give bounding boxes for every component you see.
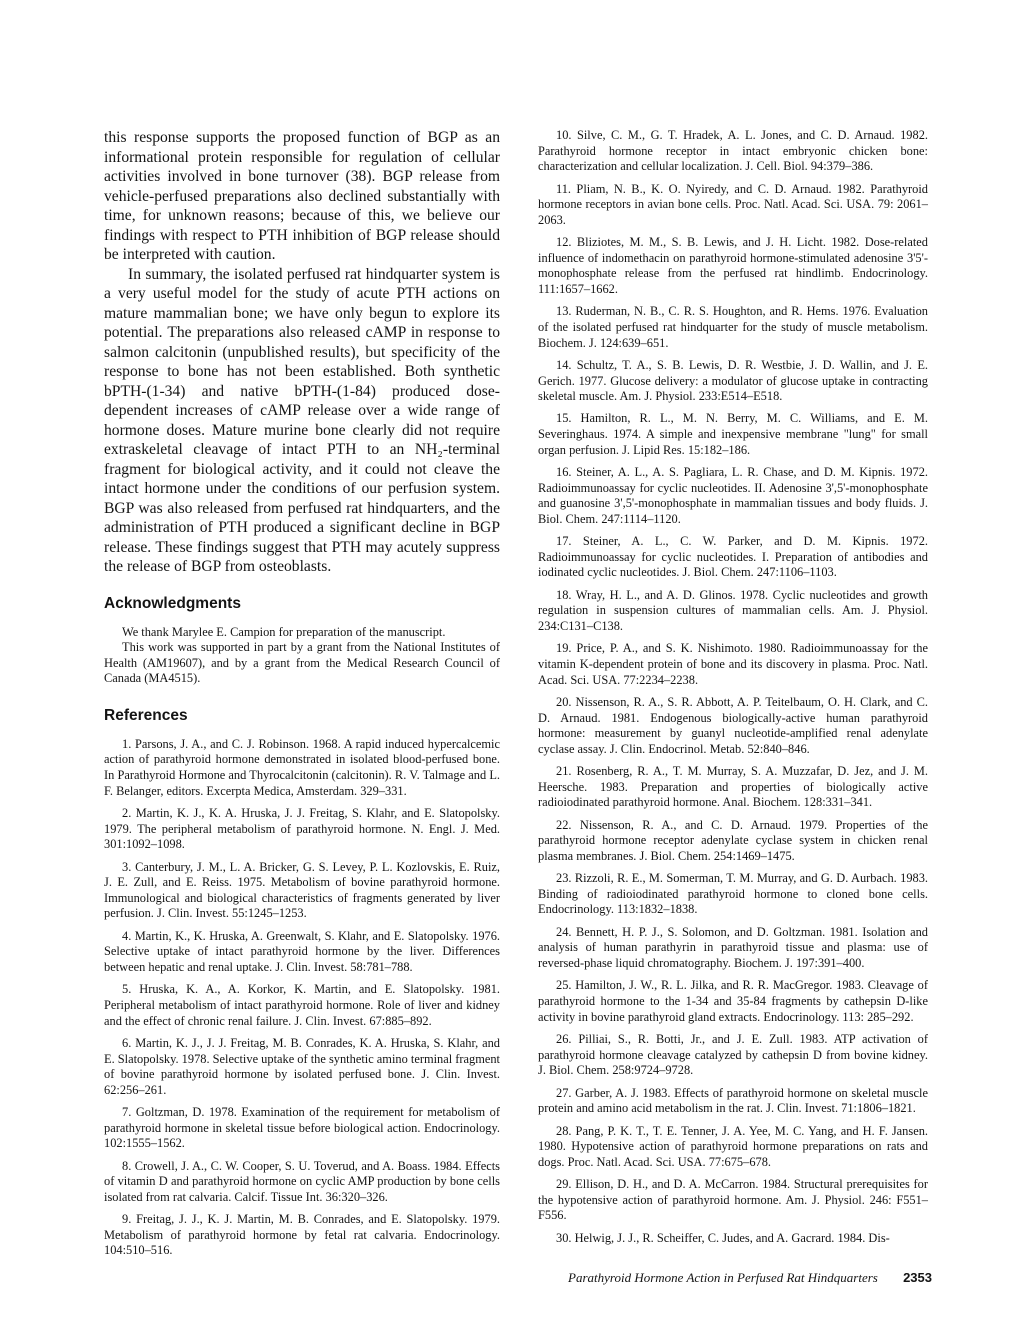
reference-item: 26. Pilliai, S., R. Botti, Jr., and J. E. Zull. 1983. ATP activation of parathyroid hormone cleavage catalyzed by cathepsin D from bovine kidney. J. Biol. Chem. 258:9724–9728. bbox=[538, 1032, 928, 1078]
reference-item: 28. Pang, P. K. T., T. E. Tenner, J. A. Yee, M. C. Yang, and H. F. Jansen. 1980. Hypotensive action of parathyroid hormone preparations on rats and dogs. Proc. Natl. Acad. Sci. USA. 77:675–678. bbox=[538, 1123, 928, 1169]
right-column bbox=[538, 128, 928, 1253]
reference-item: 25. Hamilton, J. W., R. L. Jilka, and R. R. MacGregor. 1983. Cleavage of parathyroid hormone to the 1-34 and 35-84 fragments by cathepsin D-like activity in bovine parathyroid gland extracts. Endocrinology. 113: 285–292. bbox=[538, 978, 928, 1024]
reference-item: 3. Canterbury, J. M., L. A. Bricker, G. S. Levey, P. L. Kozlovskis, E. Ruiz, J. E. Zull, and E. Reiss. 1975. Metabolism of bovine parathyroid hormone. Immunological and biological characteristics of fragments generated by liver perfusion. J. Clin. Invest. 55:1245–1253. bbox=[104, 859, 500, 921]
reference-item: 24. Bennett, H. P. J., S. Solomon, and D. Goltzman. 1981. Isolation and analysis of human parathyrin in parathyroid tissue and plasma: use of reversed-phase liquid chromatography. Biochem. J. 197:391–400. bbox=[538, 924, 928, 971]
reference-item: 20. Nissenson, R. A., S. R. Abbott, A. P. Teitelbaum, O. H. Clark, and C. D. Arnaud. 1981. Endogenous biologically-active human parathyroid hormone: measurement by guanyl nucleotide-amplified renal adenylate cyclase assay. J. Clin. Endocrinol. Metab. 52:840–846. bbox=[538, 694, 928, 756]
reference-item: 2. Martin, K. J., K. A. Hruska, J. J. Freitag, S. Klahr, and E. Slatopolsky. 1979. The peripheral metabolism of parathyroid hormone. N. Engl. J. Med. 301:1092–1098. bbox=[104, 806, 500, 852]
reference-item: 23. Rizzoli, R. E., M. Somerman, T. M. Murray, and G. D. Aurbach. 1983. Binding of radioiodinated parathyroid hormone to cloned bone cells. Endocrinology. 113:1832–1838. bbox=[538, 871, 928, 917]
reference-item: 8. Crowell, J. A., C. W. Cooper, S. U. Toverud, and A. Boass. 1984. Effects of vitamin D and parathyroid hormone on cyclic AMP production by bone cells isolated from rat calvaria. Calcif. Tissue Int. 36:320–326. bbox=[104, 1158, 500, 1204]
reference-item: 27. Garber, A. J. 1983. Effects of parathyroid hormone on skeletal muscle protein and amino acid metabolism in the rat. J. Clin. Invest. 71:1806–1821. bbox=[538, 1085, 928, 1116]
funding-text: This work was supported in part by a grant from the National Institutes of Health (AM19607), and by a grant from the Medical Research Council of Canada (MA4515). bbox=[104, 640, 500, 686]
reference-item: 10. Silve, C. M., G. T. Hradek, A. L. Jones, and C. D. Arnaud. 1982. Parathyroid hormone receptor in intact embryonic chicken bone: characterization and cellular localization. J. Cell. Biol. 94:379–386. bbox=[538, 128, 928, 174]
page-number: 2353 bbox=[903, 1270, 932, 1285]
reference-item: 11. Pliam, N. B., K. O. Nyiredy, and C. D. Arnaud. 1982. Parathyroid hormone receptors in avian bone cells. Proc. Natl. Acad. Sci. USA. 79: 2061–2063. bbox=[538, 181, 928, 227]
running-title: Parathyroid Hormone Action in Perfused Rat Hindquarters bbox=[568, 1270, 878, 1285]
summary-paragraph: In summary, the isolated perfused rat hindquarter system is a very useful model for the study of acute PTH actions on mature mammalian bone; we have only begun to explore its potential. The preparations also released cAMP in response to salmon calcitonin (unpublished results), but specificity of the response to bone has not been established. Both synthetic bPTH-(1-34) and native bPTH-(1-84) produced dose-dependent increases of cAMP release over a wide range of hormone doses. Mature murine bone clearly did not require extraskeletal cleavage of intact PTH to an NH₂-terminal fragment for biological activity, and it could not cleave the intact hormone under the conditions of our perfusion system. BGP was also released from perfused rat hindquarters, and the administration of PTH produced a significant decline in BGP release. These findings suggest that PTH may acutely suppress the release of BGP from osteoblasts. bbox=[104, 265, 500, 575]
reference-item: 14. Schultz, T. A., S. B. Lewis, D. R. Westbie, J. D. Wallin, and J. E. Gerich. 1977. Glucose delivery: a modulator of glucose uptake in contracting skeletal muscle. Am. J. Physiol. 233:E514–E518. bbox=[538, 357, 928, 404]
references-list-right bbox=[538, 128, 928, 1246]
reference-item: 16. Steiner, A. L., A. S. Pagliara, L. R. Chase, and D. M. Kipnis. 1972. Radioimmunoassay for cyclic nucleotides. II. Adenosine 3',5'-monophosphate and guanosine 3',5'-monophosphate in mammalian tissues and body fluids. J. Biol. Chem. 247:1114–1120. bbox=[538, 465, 928, 526]
acknowledgments-heading: Acknowledgments bbox=[104, 594, 241, 612]
reference-item: 21. Rosenberg, R. A., T. M. Murray, S. A. Muzzafar, D. Jez, and J. M. Heersche. 1983. Preparation and properties of biologically active radioiodinated parathyroid hormone. Anal. Biochem. 128:331–341. bbox=[538, 764, 928, 810]
reference-item: 22. Nissenson, R. A., and C. D. Arnaud. 1979. Properties of the parathyroid hormone receptor adenylate cyclase system in chicken renal plasma membranes. J. Biol. Chem. 254:1469–1475. bbox=[538, 817, 928, 863]
reference-item: 13. Ruderman, N. B., C. R. S. Houghton, and R. Hems. 1976. Evaluation of the isolated perfused rat hindquarter for the study of muscle metabolism. Biochem. J. 124:639–651. bbox=[538, 304, 928, 350]
reference-item: 12. Bliziotes, M. M., S. B. Lewis, and J. H. Licht. 1982. Dose-related influence of indomethacin on parathyroid hormone-stimulated adenosine 3'5'-monophosphate release from the perfused rat hindlimb. Endocrinology. 111:1657–1662. bbox=[538, 235, 928, 296]
acknowledgment-text: We thank Marylee E. Campion for preparation of the manuscript. bbox=[122, 624, 446, 639]
reference-item: 17. Steiner, A. L., C. W. Parker, and D. M. Kipnis. 1972. Radioimmunoassay for cyclic nucleotides. I. Preparation of antibodies and iodinated cyclic nucleotides. J. Biol. Chem. 247:1106–1103. bbox=[538, 534, 928, 580]
page-footer bbox=[568, 1270, 932, 1286]
reference-item: 4. Martin, K., K. Hruska, A. Greenwalt, S. Klahr, and E. Slatopolsky. 1976. Selective uptake of intact parathyroid hormone by the liver. Differences between hepatic and renal uptake. J. Clin. Invest. 58:781–788. bbox=[104, 928, 500, 974]
reference-item: 5. Hruska, K. A., A. Korkor, K. Martin, and E. Slatopolsky. 1981. Peripheral metabolism of intact parathyroid hormone. Role of liver and kidney and the effect of chronic renal failure. J. Clin. Invest. 67:885–892. bbox=[104, 982, 500, 1028]
reference-item: 6. Martin, K. J., J. J. Freitag, M. B. Conrades, K. A. Hruska, S. Klahr, and E. Slatopolsky. 1978. Selective uptake of the synthetic amino terminal fragment of bovine parathyroid hormone by isolated perfused bone. J. Clin. Invest. 62:256–261. bbox=[104, 1035, 500, 1097]
reference-item: 1. Parsons, J. A., and C. J. Robinson. 1968. A rapid induced hypercalcemic action of parathyroid hormone demonstrated in isolated blood-perfused bone. In Parathyroid Hormone and Thyrocalcitonin (calcitonin). R. V. Talmage and L. F. Belanger, editors. Excerpta Medica, Amsterdam. 329–331. bbox=[104, 736, 500, 798]
references-list-left bbox=[104, 737, 500, 1259]
reference-item: 15. Hamilton, R. L., M. N. Berry, M. C. Williams, and E. M. Severinghaus. 1974. A simple and inexpensive membrane "lung" for small organ perfusion. J. Lipid Res. 15:182–186. bbox=[538, 411, 928, 457]
references-heading: References bbox=[104, 706, 188, 724]
body-paragraph: this response supports the proposed function of BGP as an informational protein responsible for regulation of cellular activities involved in bone turnover (38). BGP release from vehicle-perfused preparations also declined substantially with time, for unknown reasons; because of this, we believe our findings with respect to PTH inhibition of BGP release should be interpreted with caution. bbox=[104, 129, 500, 263]
reference-item: 19. Price, P. A., and S. K. Nishimoto. 1980. Radioimmunoassay for the vitamin K-dependent protein of bone and its discovery in plasma. Proc. Natl. Acad. Sci. USA. 77:2234–2238. bbox=[538, 641, 928, 687]
reference-item: 7. Goltzman, D. 1978. Examination of the requirement for metabolism of parathyroid hormone in skeletal tissue before biological action. Endocrinology. 102:1555–1562. bbox=[104, 1105, 500, 1151]
reference-item: 9. Freitag, J. J., K. J. Martin, M. B. Conrades, and E. Slatopolsky. 1979. Metabolism of parathyroid hormone by fetal rat calvaria. Endocrinology. 104:510–516. bbox=[104, 1212, 500, 1258]
left-column bbox=[104, 128, 500, 1266]
reference-item: 18. Wray, H. L., and A. D. Glinos. 1978. Cyclic nucleotides and growth regulation in suspension cultures of mammalian cells. Am. J. Physiol. 234:C131–C138. bbox=[538, 587, 928, 633]
reference-item: 29. Ellison, D. H., and D. A. McCarron. 1984. Structural prerequisites for the hypotensive action of parathyroid hormone. Am. J. Physiol. 246: F551–F556. bbox=[538, 1177, 928, 1223]
reference-item: 30. Helwig, J. J., R. Scheiffer, C. Judes, and A. Gacrard. 1984. Dis- bbox=[556, 1230, 890, 1245]
